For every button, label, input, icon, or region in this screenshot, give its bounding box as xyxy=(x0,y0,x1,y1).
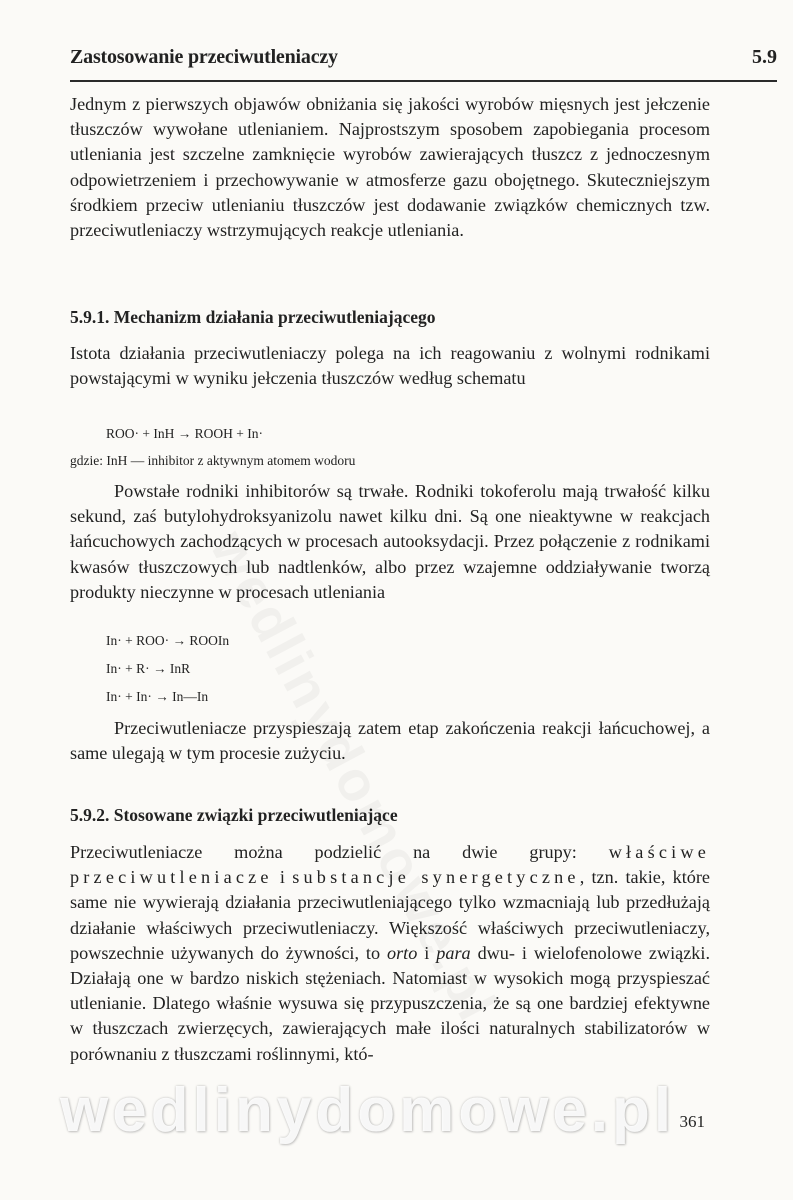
running-header xyxy=(70,44,777,82)
term-wlasciwe-przeciwutleniacze: właściwe przeciwutleniacze xyxy=(70,842,710,888)
section-heading-5-9-2: 5.9.2. Stosowane związki przeciwutleniające xyxy=(70,805,398,825)
section-heading-5-9-1: 5.9.1. Mechanizm działania przeciwutleniającego xyxy=(70,307,436,327)
header-title: Zastosowanie przeciwutleniaczy xyxy=(70,46,338,68)
section-1-paragraph-3: Przeciwutleniacze przyspieszają zatem etap zakończenia reakcji łańcuchowej, a same ulegają w tym procesie zużyciu. xyxy=(70,718,710,764)
text-span: Przeciwutleniacze można podzielić na dwie grupy: xyxy=(70,842,609,862)
text-span: i xyxy=(417,942,437,963)
formula-3: In· + R· → InR xyxy=(106,661,191,676)
page-number: 361 xyxy=(679,1112,705,1131)
section-1-paragraph-1: Istota działania przeciwutleniaczy polega na ich reagowaniu z wolnymi rodnikami powstającymi w wyniku jełczenia tłuszczów według schematu xyxy=(70,343,710,389)
term-orto: orto xyxy=(387,942,418,963)
text-span: i xyxy=(272,867,293,888)
section-2-paragraph xyxy=(70,840,710,1067)
formula-4: In· + In· → In—In xyxy=(106,689,209,704)
formula-2: In· + ROO· → ROOIn xyxy=(106,633,230,648)
section-1-paragraph-2: Powstałe rodniki inhibitorów są trwałe. Rodniki tokoferolu mają trwałość kilku sekund, zaś butylohydroksyanizolu nawet kilku dni. Są one nieaktywne w reakcjach łańcuchowych zachodzących w procesach autooksydacji. Przez połączenie z rodnikami kwasów tłuszczowych lub nadtlenków, albo przez wzajemne oddziaływanie tworzą produkty nieczynne w procesach utleniania xyxy=(70,481,710,602)
term-para: para xyxy=(436,942,471,963)
intro-paragraph: Jednym z pierwszych objawów obniżania się jakości wyrobów mięsnych jest jełczenie tłuszczów wywołane utlenianiem. Najprostszym sposobem zapobiegania procesom utleniania jest szczelne zamknięcie wyrobów zawierających tłuszcz z jednoczesnym odpowietrzeniem i przechowywanie w atmosferze gazu obojętnego. Skuteczniejszym środkiem przeciw utlenianiu tłuszczów jest dodawanie związków chemicznych tzw. przeciwutleniaczy wstrzymujących reakcje utleniania. xyxy=(70,94,710,241)
formula-1: ROO· + InH → ROOH + In· xyxy=(106,426,263,441)
footer-watermark: wedlinydomowe.pl xyxy=(60,1076,676,1145)
header-section-number: 5.9 xyxy=(752,46,777,68)
text-span: , tzn. takie, które same nie wywierają działania przeciwutleniającego tylko wzmacniają lub przedłużają działanie właściwych przeciwutleniaczy. Większość właściwych przeciwutleniaczy, powszechnie używanych do żywności, to xyxy=(70,867,710,963)
formula-note: gdzie: InH — inhibitor z aktywnym atomem wodoru xyxy=(70,453,356,468)
text-span: dwu- i wielofenolowe związki. Działają one w bardzo niskich stężeniach. Natomiast w wysokich mogą przyspieszać utlenianie. Dlatego właśnie wysuwa się przypuszczenia, że są one bardziej efektywne w tłuszczach zwierzęcych, zawierających małe ilości naturalnych stabilizatorów w porównaniu z tłuszczami roślinnymi, któ- xyxy=(70,942,710,1064)
term-substancje-synergetyczne: substancje synergetyczne xyxy=(292,867,580,888)
